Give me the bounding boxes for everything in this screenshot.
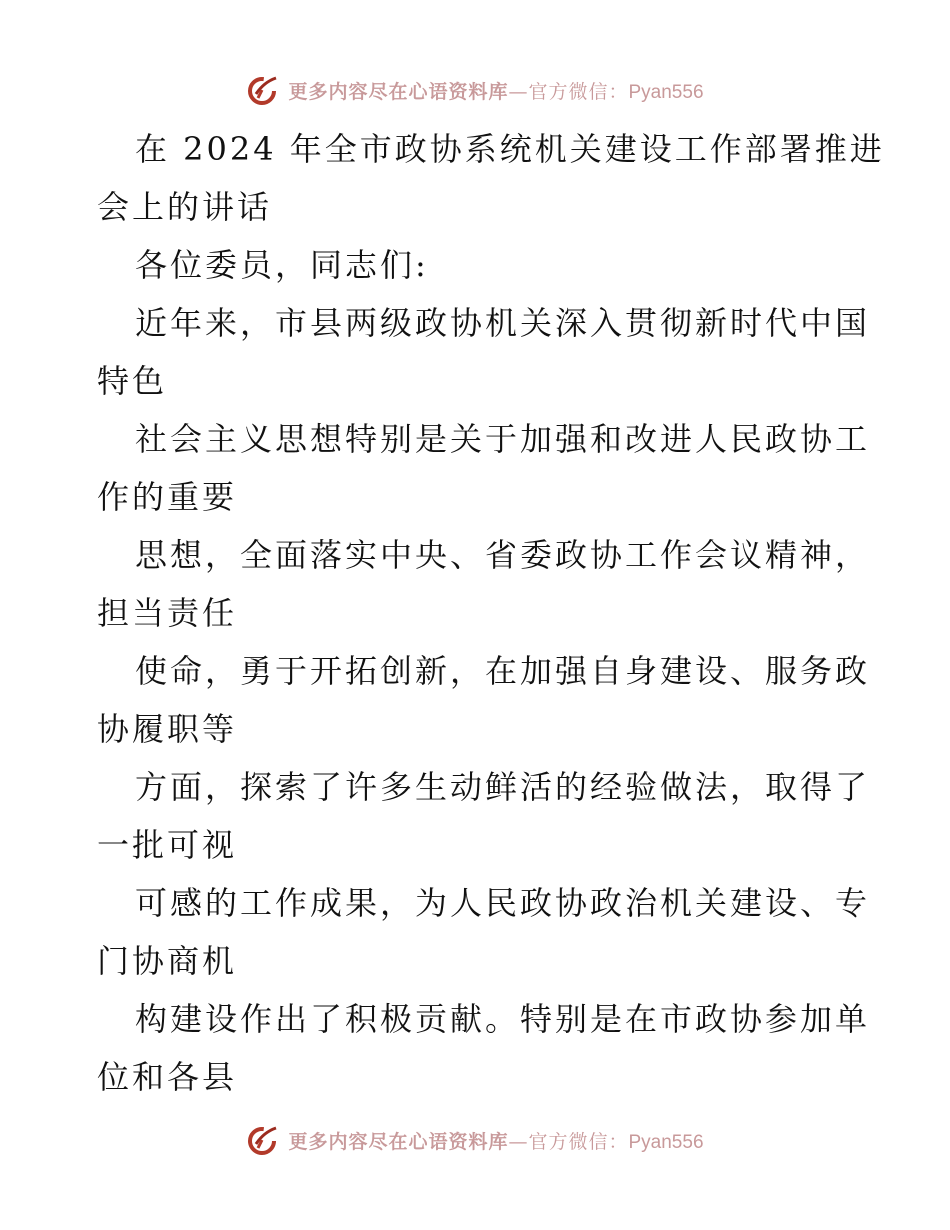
brush-stroke-logo-icon xyxy=(246,72,282,108)
body-line: 思想，全面落实中央、省委政协工作会议精神， xyxy=(135,536,871,574)
body-line: 位和各县 xyxy=(97,1058,238,1096)
body-line: 协履职等 xyxy=(97,710,238,748)
body-line: 一批可视 xyxy=(97,826,238,864)
header-watermark-main: 更多内容尽在心语资料库 xyxy=(288,80,509,103)
header-watermark-text xyxy=(288,77,703,104)
footer-watermark-id: Pyan556 xyxy=(628,1131,704,1153)
body-line: 担当责任 xyxy=(97,594,238,632)
body-line: 方面，探索了许多生动鲜活的经验做法，取得了 xyxy=(135,768,871,806)
body-line: 可感的工作成果，为人民政协政治机关建设、专 xyxy=(135,884,871,922)
brush-stroke-logo-icon xyxy=(246,1122,282,1158)
document-body xyxy=(97,120,885,1106)
body-line: 特色 xyxy=(97,362,168,400)
header-watermark-banner xyxy=(0,70,950,110)
salutation: 各位委员，同志们: xyxy=(135,246,429,284)
footer-watermark-dash: —官方微信： xyxy=(508,1130,629,1153)
body-line: 作的重要 xyxy=(97,478,238,516)
body-line: 社会主义思想特别是关于加强和改进人民政协工 xyxy=(135,420,871,458)
header-watermark-dash: —官方微信： xyxy=(508,80,629,103)
document-title-line-2: 会上的讲话 xyxy=(97,188,273,226)
body-line: 近年来，市县两级政协机关深入贯彻新时代中国 xyxy=(135,304,871,342)
footer-watermark-main: 更多内容尽在心语资料库 xyxy=(288,1130,509,1153)
body-line: 使命，勇于开拓创新，在加强自身建设、服务政 xyxy=(135,652,871,690)
document-title-line-1: 在 2024 年全市政协系统机关建设工作部署推进 xyxy=(135,130,885,168)
footer-watermark-text xyxy=(288,1127,703,1154)
header-watermark-id: Pyan556 xyxy=(628,81,704,103)
footer-watermark-banner xyxy=(0,1120,950,1160)
body-line: 构建设作出了积极贡献。特别是在市政协参加单 xyxy=(135,1000,871,1038)
body-line: 门协商机 xyxy=(97,942,238,980)
